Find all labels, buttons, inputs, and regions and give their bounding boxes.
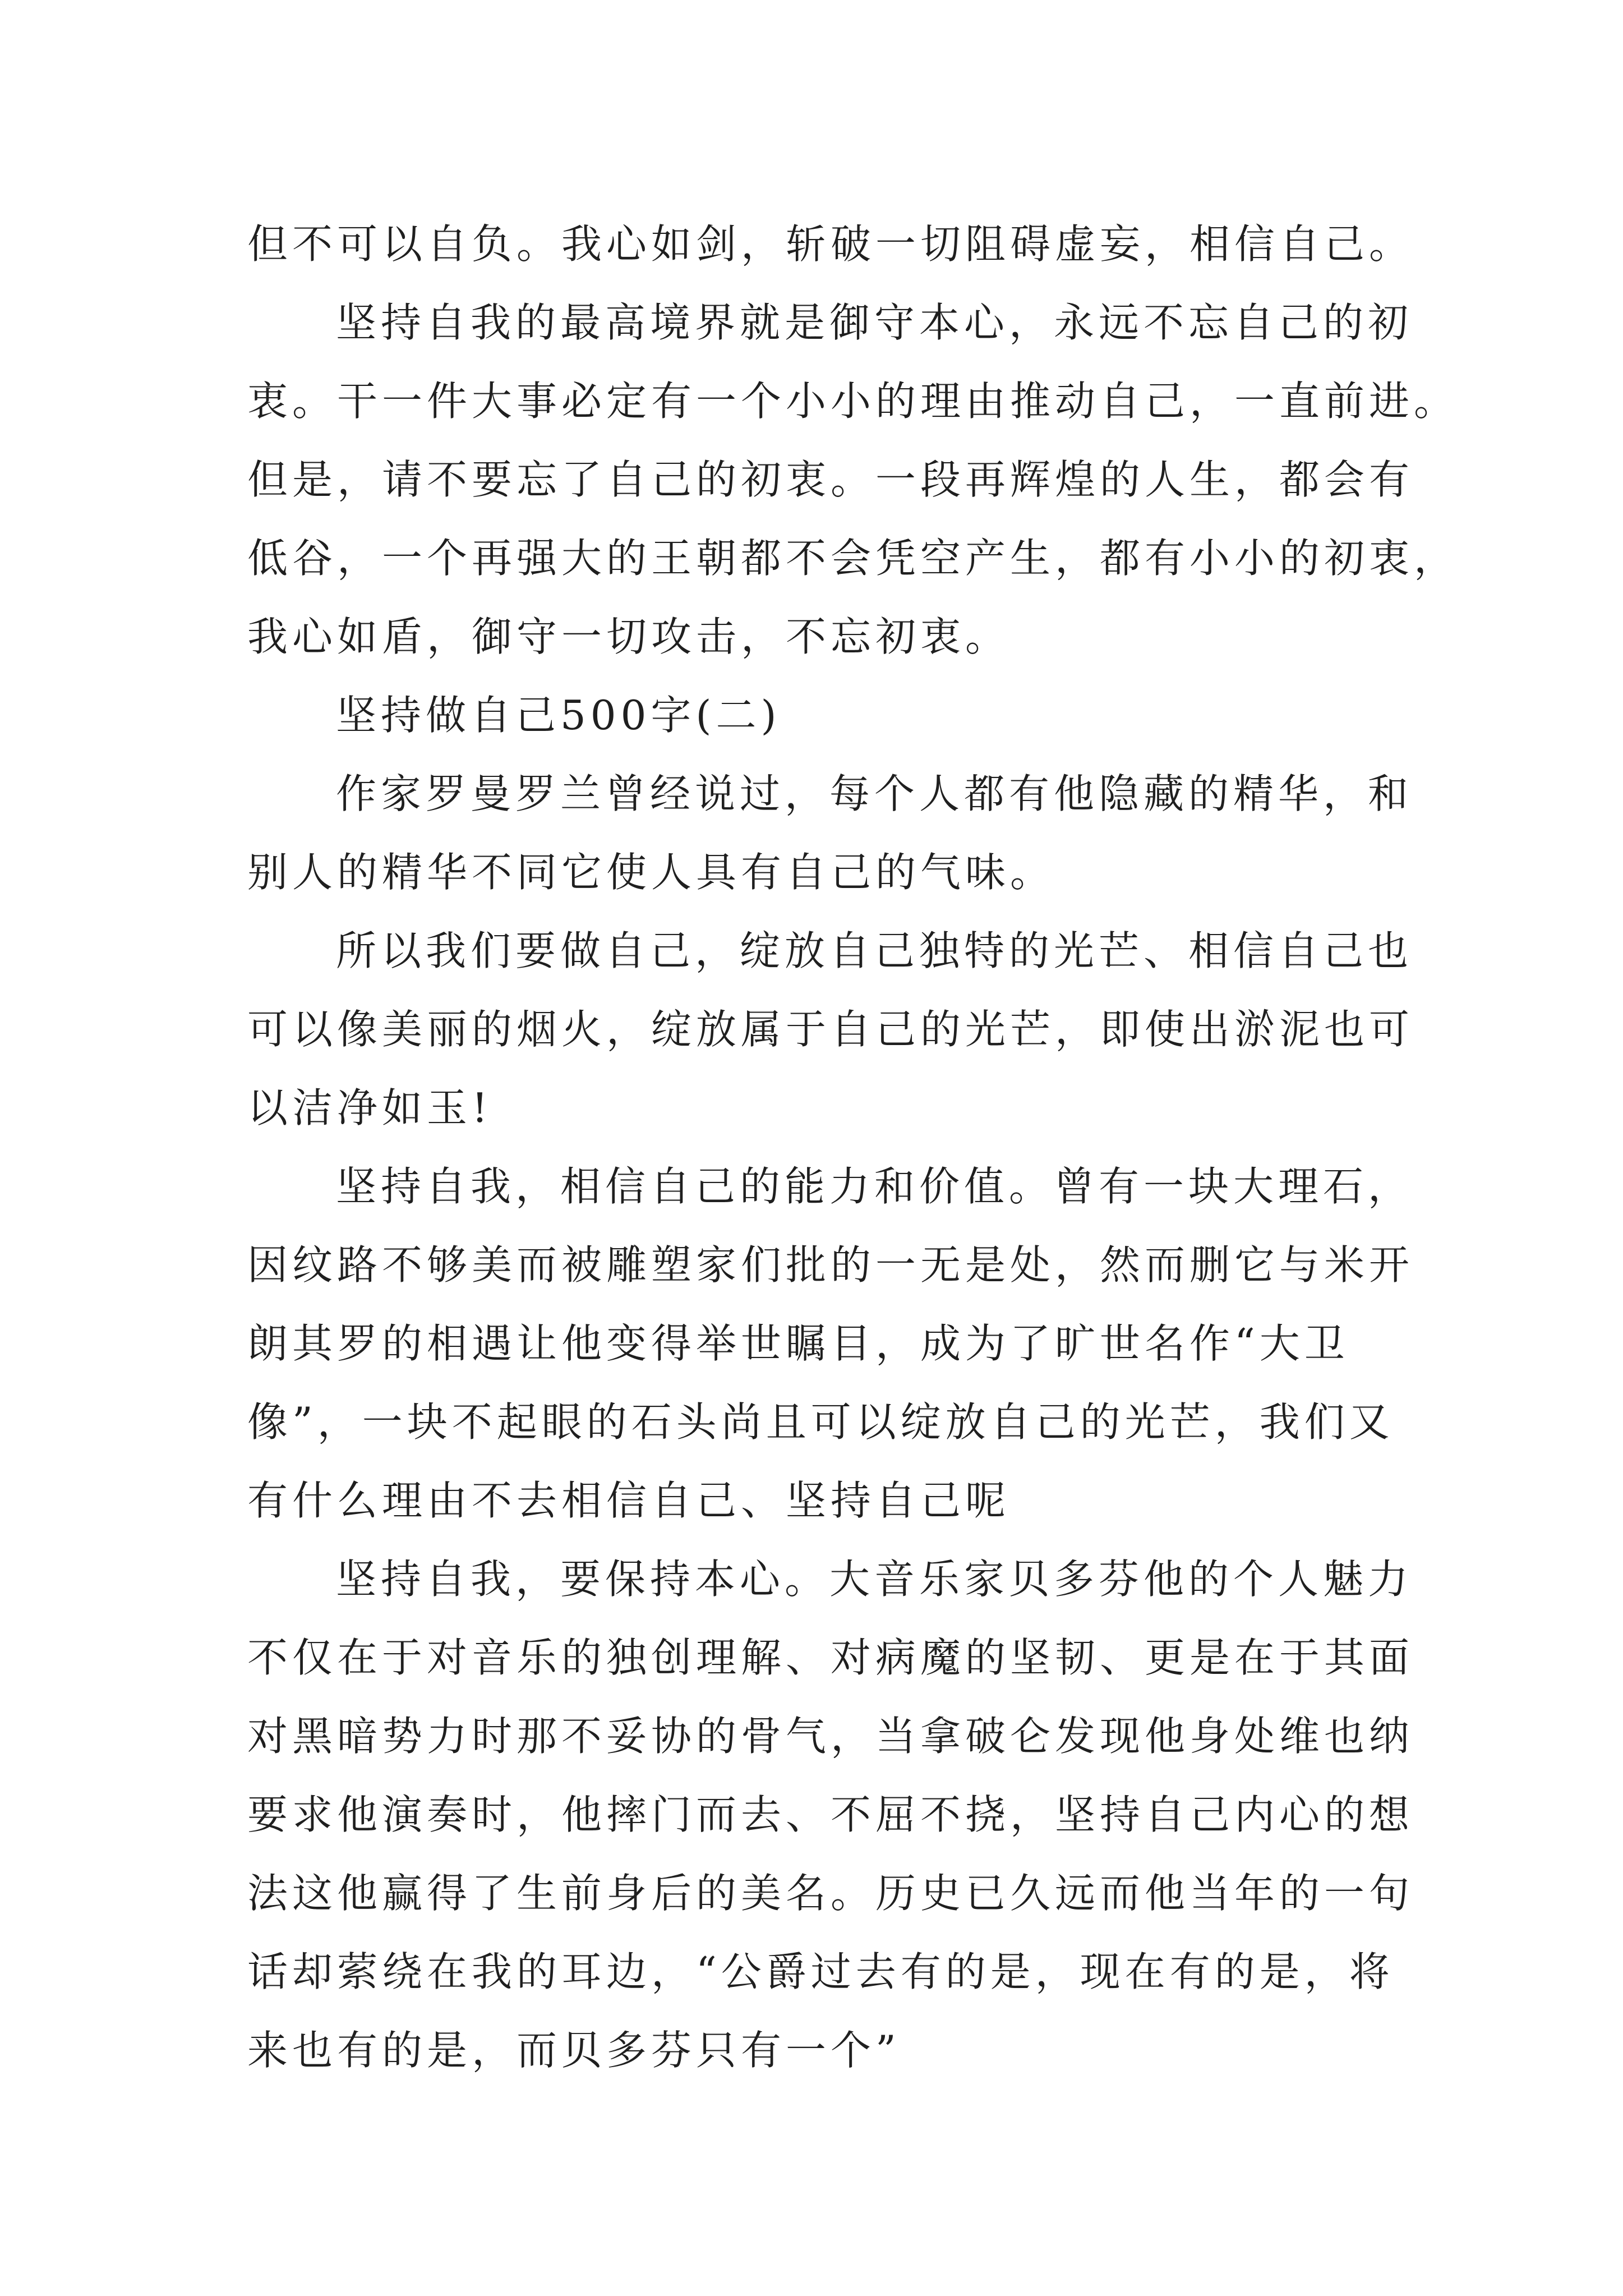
text-line: 法这他赢得了生前身后的美名。历史已久远而他当年的一句 (247, 1870, 1414, 1917)
text-line: 像”，一块不起眼的石头尚且可以绽放自己的光芒，我们又 (247, 1398, 1394, 1446)
text-line: 坚持自我，要保持本心。大音乐家贝多芬他的个人魅力 (336, 1556, 1413, 1603)
text-line: 有什么理由不去相信自己、坚持自己呢 (247, 1477, 1011, 1524)
text-line: 作家罗曼罗兰曾经说过，每个人都有他隐藏的精华，和 (336, 770, 1413, 817)
text-line: 坚持自我，相信自己的能力和价值。曾有一块大理石， (336, 1163, 1413, 1210)
text-line: 话却萦绕在我的耳边，“公爵过去有的是，现在有的是，将 (247, 1948, 1394, 1995)
text-line: 衷。干一件大事必定有一个小小的理由推动自己，一直前进。 (247, 378, 1459, 425)
text-line: 我心如盾，御守一切攻击，不忘初衷。 (247, 613, 1011, 660)
text-line: 低谷，一个再强大的王朝都不会凭空产生，都有小小的初衷， (247, 535, 1459, 582)
section-heading: 坚持做自己500字(二) (336, 692, 781, 739)
text-line: 因纹路不够美而被雕塑家们批的一无是处，然而删它与米开 (247, 1241, 1414, 1289)
text-line: 所以我们要做自己，绽放自己独特的光芒、相信自己也 (336, 927, 1413, 974)
text-line: 朗其罗的相遇让他变得举世瞩目，成为了旷世名作“大卫 (247, 1320, 1349, 1367)
text-line: 以洁净如玉! (247, 1084, 492, 1131)
text-line: 不仅在于对音乐的独创理解、对病魔的坚韧、更是在于其面 (247, 1634, 1414, 1681)
text-line: 来也有的是，而贝多芬只有一个” (247, 2027, 901, 2074)
text-line: 要求他演奏时，他摔门而去、不屈不挠，坚持自己内心的想 (247, 1791, 1414, 1838)
text-line: 但是，请不要忘了自己的初衷。一段再辉煌的人生，都会有 (247, 456, 1414, 503)
text-line: 对黑暗势力时那不妥协的骨气，当拿破仑发现他身处维也纳 (247, 1713, 1414, 1760)
text-line: 别人的精华不同它使人具有自己的气味。 (247, 849, 1055, 896)
text-line: 但不可以自负。我心如剑，斩破一切阻碍虚妄，相信自己。 (247, 220, 1414, 268)
document-body (247, 205, 1459, 2090)
text-line: 坚持自我的最高境界就是御守本心，永远不忘自己的初 (336, 299, 1413, 346)
text-line: 可以像美丽的烟火，绽放属于自己的光芒，即使出淤泥也可 (247, 1006, 1414, 1053)
